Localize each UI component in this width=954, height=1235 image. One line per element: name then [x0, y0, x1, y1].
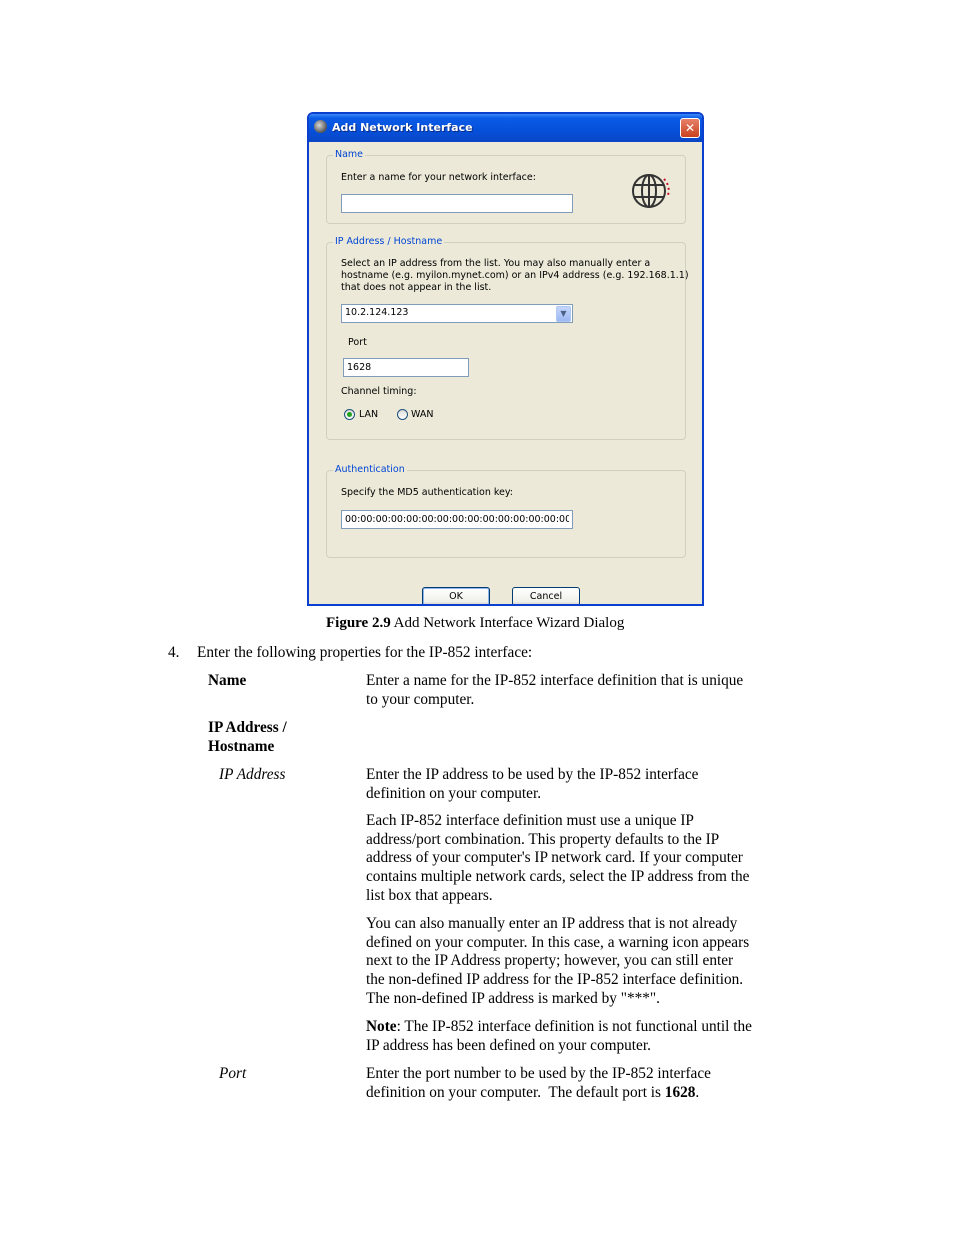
name-group: [326, 149, 686, 224]
wan-radio[interactable]: [397, 409, 408, 420]
note-text-1: : The IP-852 interface definition is not functional until the: [396, 1018, 752, 1035]
unique-line-2: address/port combination. This property defaults to the IP: [366, 830, 720, 848]
ip-hostname-term-line-2: Hostname: [208, 737, 275, 755]
dialog-title: Add Network Interface: [332, 121, 473, 134]
unique-line-3: address of your computer's IP network card. If your computer: [366, 849, 743, 867]
dialog-titlebar[interactable]: [309, 114, 702, 142]
md5-key-input[interactable]: [341, 510, 573, 529]
wan-radio-label[interactable]: WAN: [411, 409, 434, 420]
channel-timing-label: Channel timing:: [341, 386, 417, 397]
name-input[interactable]: [341, 194, 573, 213]
globe-icon: [631, 171, 671, 211]
manual-line-5: The non-defined IP address is marked by "***".: [366, 989, 660, 1007]
note-line-1: [366, 1018, 752, 1037]
name-prompt: Enter a name for your network interface:: [341, 172, 536, 183]
close-button[interactable]: ✕: [680, 118, 700, 138]
auth-prompt: Specify the MD5 authentication key:: [341, 487, 513, 498]
name-group-legend: Name: [335, 149, 364, 160]
port-desc-period: .: [695, 1083, 700, 1101]
name-description: [366, 672, 743, 709]
port-input[interactable]: [343, 358, 469, 377]
name-desc-line-1: Enter a name for the IP-852 interface definition that is unique: [366, 672, 744, 689]
unique-line-4: contains multiple network cards, select the IP address from the: [366, 868, 750, 886]
port-desc-text: definition on your computer. The default port is: [366, 1083, 665, 1101]
name-term: Name: [208, 672, 247, 689]
figure-label: Figure 2.9: [326, 615, 391, 631]
manual-ip-paragraph: [366, 915, 749, 1009]
authentication-group: [326, 464, 686, 558]
port-description: [366, 1065, 711, 1102]
ip-desc-line-1: Enter the IP address to be used by the IP-852 interface: [366, 766, 699, 783]
unique-ip-paragraph: [366, 812, 749, 906]
port-desc-line-2: [366, 1084, 711, 1103]
step-text: Enter the following properties for the IP-852 interface:: [197, 644, 533, 661]
manual-line-1: You can also manually enter an IP address that is not already: [366, 915, 738, 932]
ok-button[interactable]: OK: [422, 587, 490, 606]
ip-address-combobox[interactable]: [341, 304, 573, 323]
chevron-down-icon[interactable]: ▼: [556, 306, 571, 322]
note-label: Note: [366, 1018, 397, 1035]
port-term: Port: [219, 1065, 247, 1082]
ip-hostname-term: [208, 719, 287, 756]
port-desc-line-1: Enter the port number to be used by the IP-852 interface: [366, 1065, 711, 1082]
name-desc-line-2: to your computer.: [366, 690, 475, 708]
cancel-button[interactable]: Cancel: [512, 587, 580, 606]
note-line-2: IP address has been defined on your computer.: [366, 1036, 651, 1054]
ip-desc-line-2: definition on your computer.: [366, 784, 542, 802]
ip-group-legend: IP Address / Hostname: [335, 236, 443, 247]
manual-line-4: the non-defined IP address for the IP-852 interface definition.: [366, 971, 744, 989]
unique-line-5: list box that appears.: [366, 886, 493, 904]
dialog-client-area: [309, 142, 702, 604]
manual-line-2: defined on your computer. In this case, a warning icon appears: [366, 933, 750, 951]
lan-radio-label[interactable]: LAN: [359, 409, 379, 420]
add-network-interface-dialog: [307, 112, 704, 606]
ip-address-group: [326, 236, 689, 440]
ip-address-term: IP Address: [219, 766, 286, 783]
ip-instructions-line-2: hostname (e.g. myilon.mynet.com) or an IPv4 address (e.g. 192.168.1.1): [341, 270, 689, 281]
port-default-value: 1628: [664, 1083, 696, 1101]
note-paragraph: [366, 1018, 752, 1055]
ip-instructions-line-3: that does not appear in the list.: [341, 282, 492, 293]
ip-hostname-term-line-1: IP Address /: [208, 719, 287, 736]
ip-address-value: 10.2.124.123: [345, 307, 409, 318]
manual-line-3: next to the IP Address property; however, you can still enter: [366, 952, 734, 970]
figure-caption-text: Add Network Interface Wizard Dialog: [390, 615, 625, 631]
auth-group-legend: Authentication: [335, 464, 405, 475]
unique-line-1: Each IP-852 interface definition must use a unique IP: [366, 812, 694, 829]
ip-address-description: [366, 766, 698, 803]
figure-caption: [326, 615, 624, 632]
ip-instructions-line-1: Select an IP address from the list. You may also manually enter a: [341, 258, 651, 269]
lan-radio[interactable]: [344, 409, 355, 420]
port-label: Port: [348, 337, 367, 348]
step-number: 4.: [168, 644, 180, 661]
app-logo-icon: [314, 120, 327, 133]
